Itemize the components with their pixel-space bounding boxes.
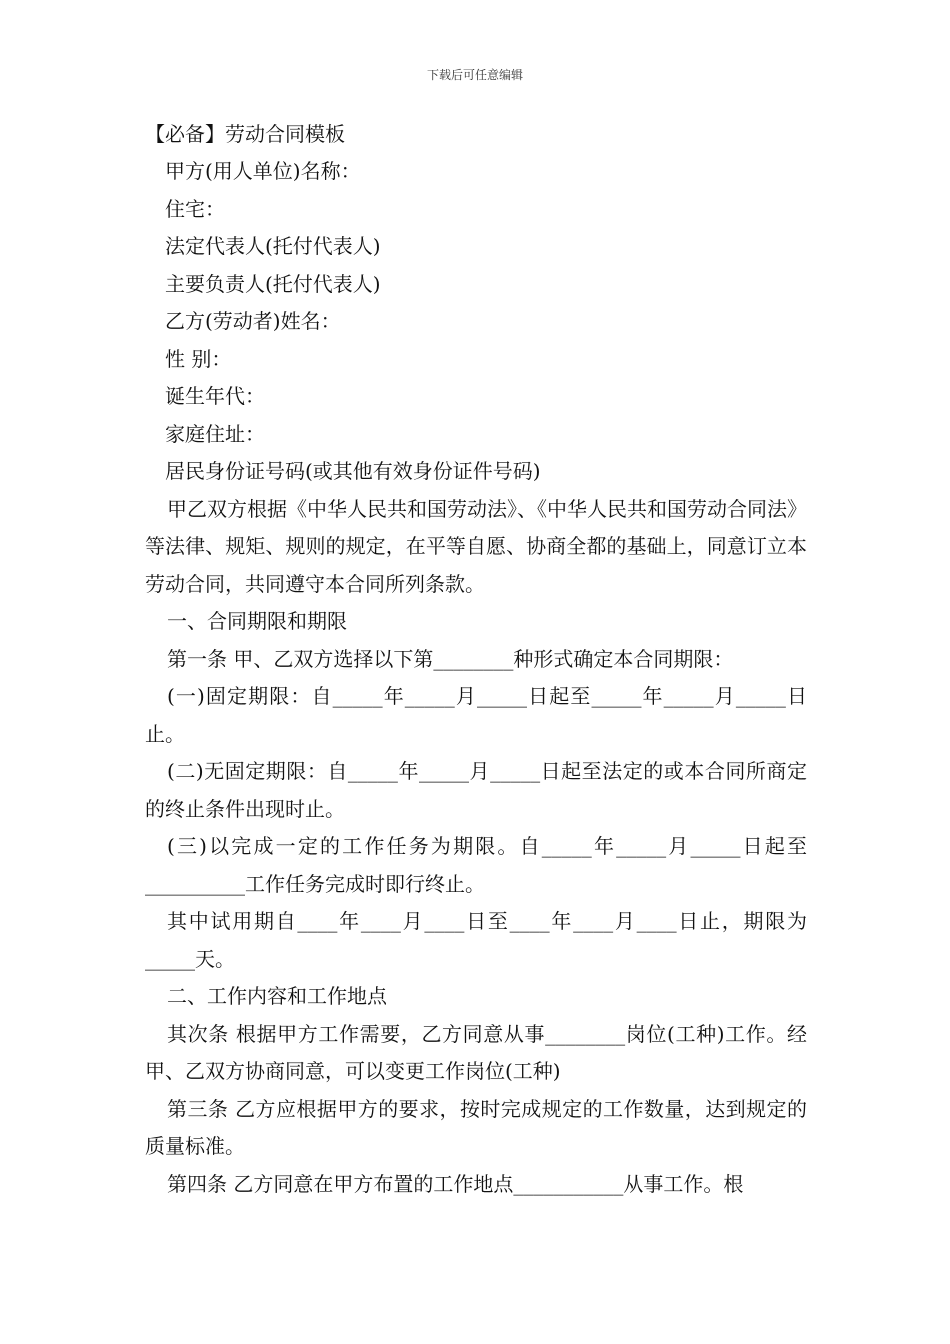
field-birth-date: 诞生年代：: [165, 384, 265, 408]
article-3: 第三条 乙方应根据甲方的要求，按时完成规定的工作数量，达到规定的质量标准。: [145, 1096, 807, 1158]
field-id-number: 居民身份证号码(或其他有效身份证件号码): [165, 459, 541, 483]
field-employer-name: 甲方(用人单位)名称：: [165, 159, 361, 183]
page-header: 下载后可任意编辑: [426, 68, 523, 82]
document-body: [145, 116, 807, 1203]
field-home-address: 家庭住址：: [165, 421, 265, 446]
article-2: 其次条 根据甲方工作需要，乙方同意从事________岗位(工种)工作。经甲、乙双方协商同意，可以变更工作岗位(工种): [145, 1021, 807, 1083]
field-legal-representative: 法定代表人(托付代表人): [165, 234, 381, 258]
document-title: 【必备】劳动合同模板: [145, 122, 345, 146]
field-principal: 主要负责人(托付代表人): [165, 271, 381, 296]
open-term-clause: (二)无固定期限：自_____年_____月_____日起至法定的或本合同所商定的终止条件出现时止。: [145, 759, 807, 821]
probation-clause: 其中试用期自____年____月____日至____年____月____日止，期限为_____天。: [145, 909, 807, 971]
article-1: 第一条 甲、乙双方选择以下第________种形式确定本合同期限：: [167, 646, 734, 671]
section-heading-term: 一、合同期限和期限: [167, 609, 347, 633]
task-term-clause: (三)以完成一定的工作任务为期限。自_____年_____月_____日起至__________工作任务完成时即行终止。: [145, 834, 807, 896]
field-gender: 性 别：: [165, 346, 232, 371]
section-heading-work: 二、工作内容和工作地点: [167, 984, 387, 1008]
field-employee-name: 乙方(劳动者)姓名：: [165, 309, 341, 333]
preamble-paragraph: 甲乙双方根据《中华人民共和国劳动法》、《中华人民共和国劳动合同法》等法律、规矩、规则的规定，在平等自愿、协商全都的基础上，同意订立本劳动合同，共同遵守本合同所列条款。: [145, 496, 807, 596]
field-address: 住宅：: [165, 196, 225, 221]
article-4: 第四条 乙方同意在甲方布置的工作地点___________从事工作。根: [167, 1171, 744, 1196]
fixed-term-clause: (一)固定期限：自_____年_____月_____日起至_____年_____月_____日止。: [145, 684, 807, 746]
